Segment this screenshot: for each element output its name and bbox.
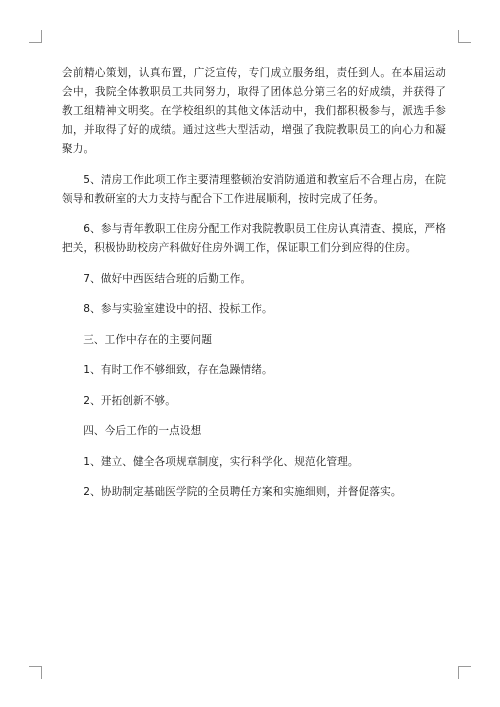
page-corner-mark-top-left — [29, 30, 42, 43]
paragraph-item-8-bidding: 8、参与实验室建设中的招、投标工作。 — [83, 303, 273, 315]
paragraph-item-5-housing-cleanup: 5、清房工作此项工作主要清理整顿治安消防通道和教室后不合理占房，在院领导和教研室的大力支持与配合下工作进展顺利，按时完成了任务。 — [62, 173, 446, 205]
section-heading-problems: 三、工作中存在的主要问题 — [83, 333, 213, 346]
document-body — [62, 64, 446, 514]
paragraph-problem-1: 1、有时工作不够细致，存在急躁情绪。 — [83, 364, 273, 376]
section-heading-future-plans: 四、今后工作的一点设想 — [83, 425, 202, 437]
paragraph-item-7-logistics: 7、做好中西医结合班的后勤工作。 — [83, 272, 252, 285]
page-corner-mark-bottom-right — [458, 666, 471, 679]
paragraph-problem-2: 2、开拓创新不够。 — [83, 394, 177, 407]
paragraph-sports-meet: 会前精心策划，认真布置，广泛宣传，专门成立服务组，责任到人。在本届运动会中，我院全体教职员工共同努力，取得了团体总分第三名的好成绩，并获得了教工组精神文明奖。在学校组织的其他文体活动中，我们都积极参与，派选手参加，并取得了好的成绩。通过这些大型活动，增强了我院教职员工的向心力和凝聚力。 — [62, 67, 446, 155]
paragraph-plan-1: 1、建立、健全各项规章制度，实行科学化、规范化管理。 — [83, 455, 359, 468]
paragraph-item-6-housing-allocation: 6、参与青年教职工住房分配工作对我院教职员工住房认真清查、摸底，严格把关，积极协助校房产科做好住房外调工作，保证职工们分到应得的住房。 — [62, 223, 446, 254]
page-corner-mark-bottom-left — [29, 666, 42, 679]
page-corner-mark-top-right — [458, 30, 471, 43]
paragraph-plan-2: 2、协助制定基础医学院的全员聘任方案和实施细则，并督促落实。 — [83, 486, 402, 498]
